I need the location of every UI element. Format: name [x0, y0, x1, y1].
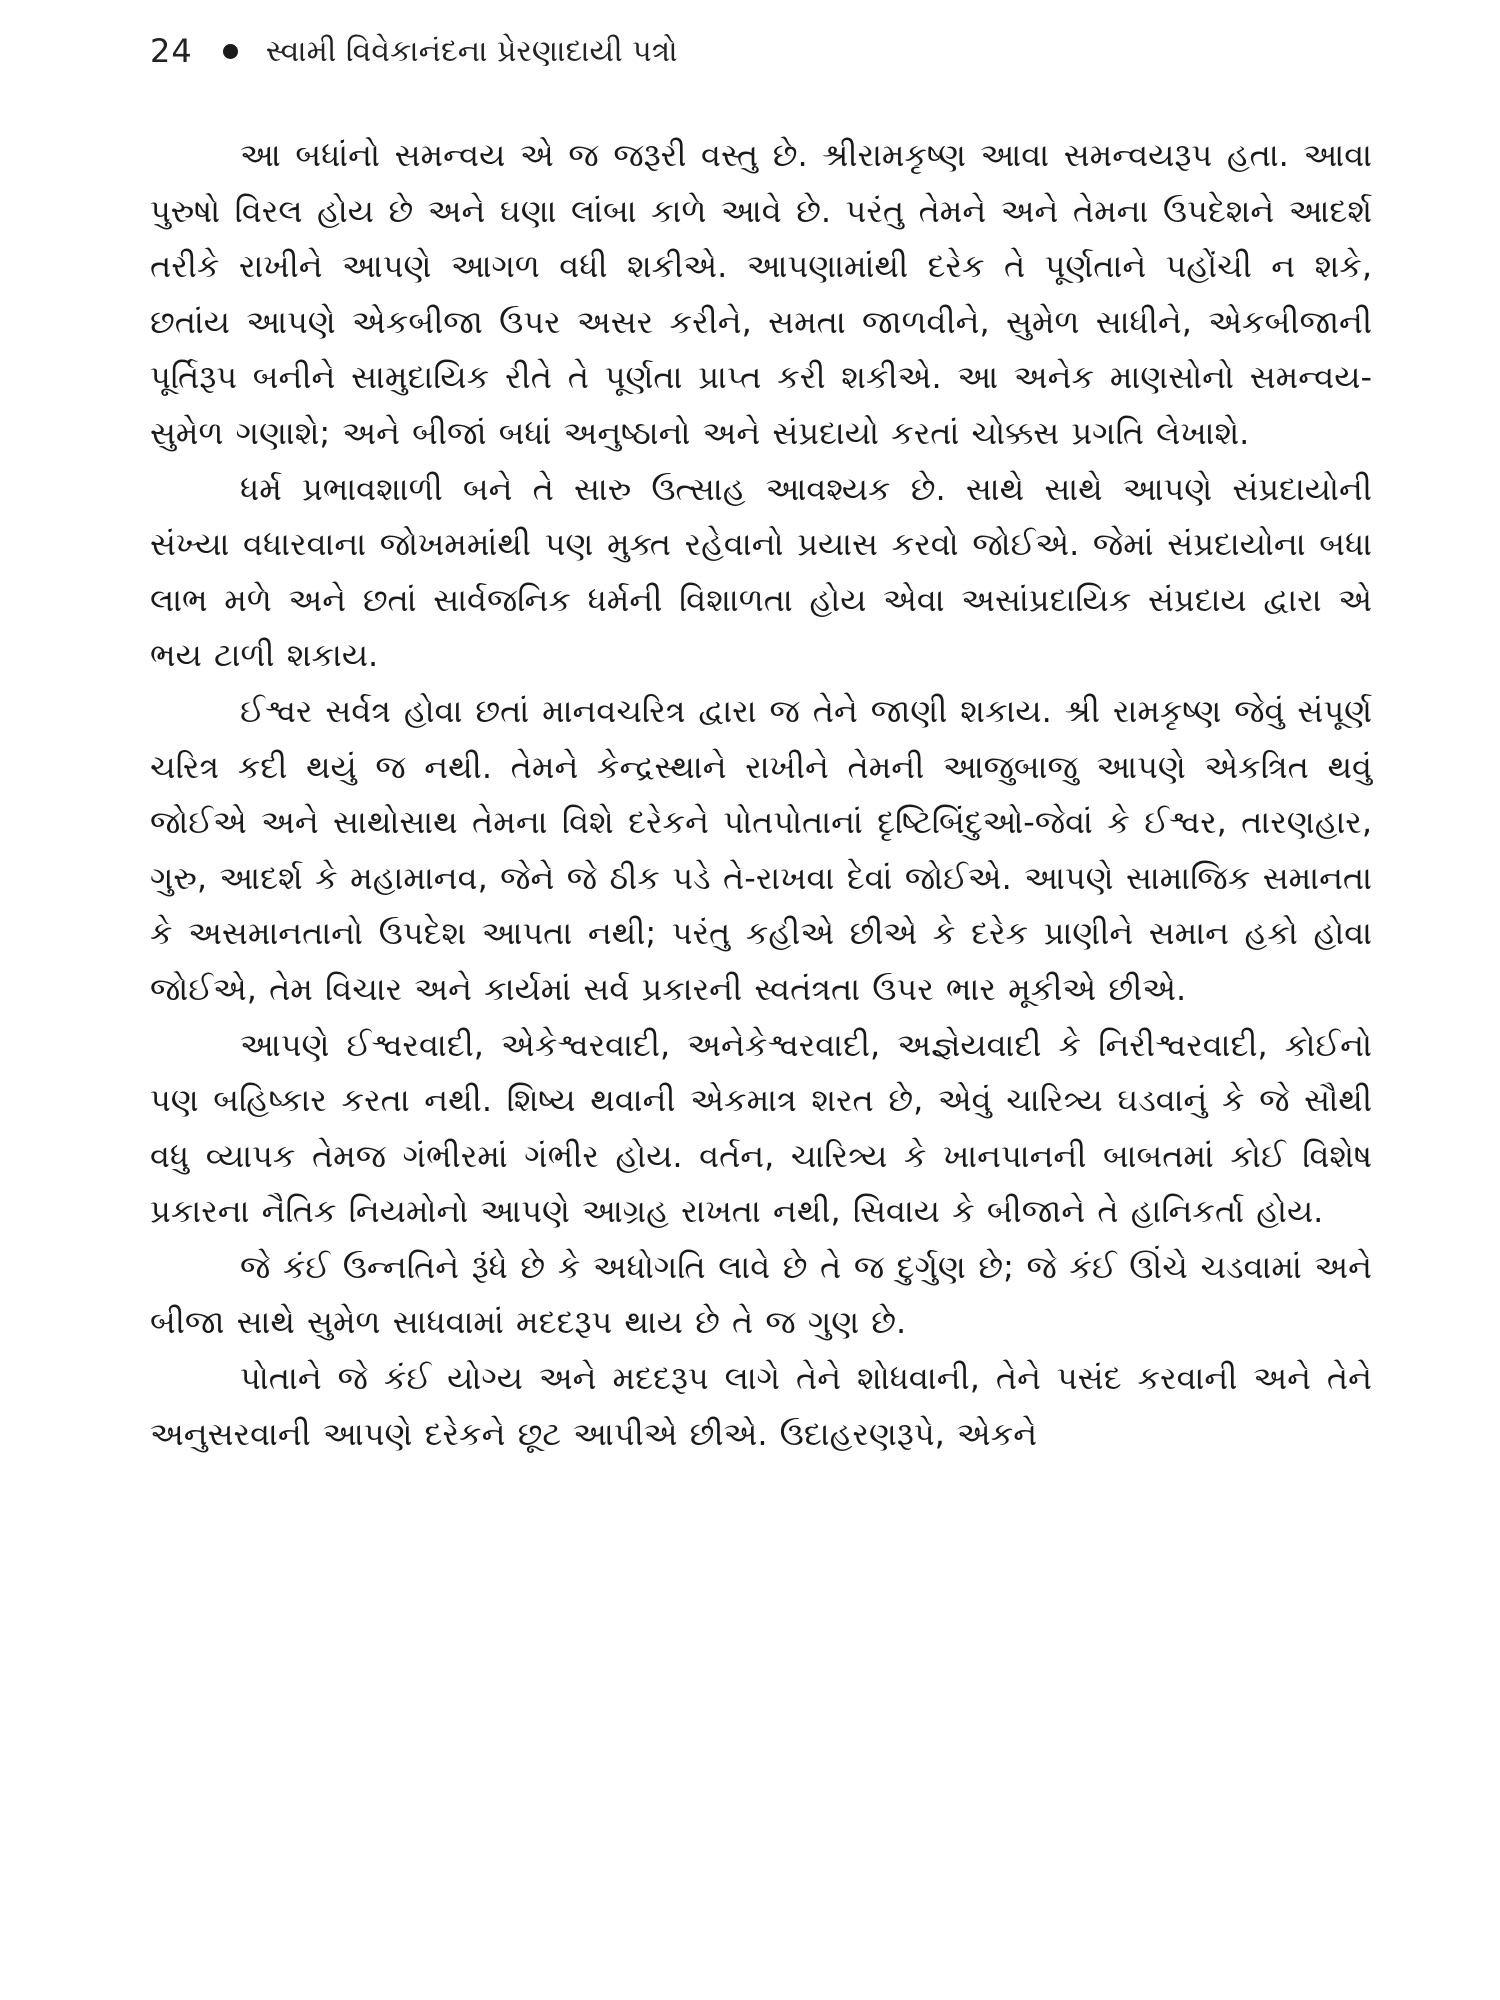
paragraph-5: જે કંઈ ઉન્નતિને રૂંધે છે કે અધોગતિ લાવે છે તે જ દુર્ગુણ છે; જે કંઈ ઊંચે ચડવામાં અને બીજા સાથે સુમેળ સાધવામાં મદદરૂપ થાય છે તે જ ગુણ છે. [150, 1247, 1372, 1342]
paragraph-4: આપણે ઈશ્વરવાદી, એકેશ્વરવાદી, અનેકેશ્વરવાદી, અજ્ઞેયવાદી કે નિરીશ્વરવાદી, કોઈનો પણ બહિષ્કાર કરતા નથી. શિષ્ય થવાની એકમાત્ર શરત છે, એવું ચારિત્ર્ય ઘડવાનું કે જે સૌથી વધુ વ્યાપક તેમજ ગંભીરમાં ગંભીર હોય. વર્તન, ચારિત્ર્ય કે ખાનપાનની બાબતમાં કોઈ વિશેષ પ્રકારના નૈતિક નિયમોનો આપણે આગ્રહ રાખતા નથી, સિવાય કે બીજાને તે હાનિકર્તા હોય. [150, 1025, 1372, 1231]
paragraph-2: ધર્મ પ્રભાવશાળી બને તે સારુ ઉત્સાહ આવશ્યક છે. સાથે સાથે આપણે સંપ્રદાયોની સંખ્યા વધારવાના જોખમમાંથી પણ મુક્ત રહેવાનો પ્રયાસ કરવો જોઈએ. જેમાં સંપ્રદાયોના બધા લાભ મળે અને છતાં સાર્વજનિક ધર્મની વિશાળતા હોય એવા અસાંપ્રદાયિક સંપ્રદાય દ્વારા એ ભય ટાળી શકાય. [150, 469, 1372, 675]
body-text [150, 128, 1372, 1462]
page-number: 24 [150, 32, 193, 70]
book-title: સ્વામી વિવેકાનંદના પ્રેરણાદાયી પત્રો [265, 33, 678, 69]
paragraph-6: પોતાને જે કંઈ યોગ્ય અને મદદરૂપ લાગે તેને શોધવાની, તેને પસંદ કરવાની અને તેને અનુસરવાની આપણે દરેકને છૂટ આપીએ છીએ. ઉદાહરણરૂપે, એકને [150, 1359, 1372, 1453]
bullet-separator [223, 44, 238, 59]
running-header [150, 26, 678, 76]
paragraph-1: આ બધાંનો સમન્વય એ જ જરૂરી વસ્તુ છે. શ્રીરામકૃષ્ણ આવા સમન્વયરૂપ હતા. આવા પુરુષો વિરલ હોય છે અને ઘણા લાંબા કાળે આવે છે. પરંતુ તેમને અને તેમના ઉપદેશને આદર્શ તરીકે રાખીને આપણે આગળ વધી શકીએ. આપણામાંથી દરેક તે પૂર્ણતાને પહોંચી ન શકે, છતાંય આપણે એકબીજા ઉપર અસર કરીને, સમતા જાળવીને, સુમેળ સાધીને, એકબીજાની પૂર્તિરૂપ બનીને સામુદાયિક રીતે તે પૂર્ણતા પ્રાપ્ત કરી શકીએ. આ અનેક માણસોનો સમન્વય-સુમેળ ગણાશે; અને બીજાં બધાં અનુષ્ઠાનો અને સંપ્રદાયો કરતાં ચોક્કસ પ્રગતિ લેખાશે. [150, 136, 1372, 452]
paragraph-3: ઈશ્વર સર્વત્ર હોવા છતાં માનવચરિત્ર દ્વારા જ તેને જાણી શકાય. શ્રી રામકૃષ્ણ જેવું સંપૂર્ણ ચરિત્ર કદી થયું જ નથી. તેમને કેન્દ્રસ્થાને રાખીને તેમની આજુબાજુ આપણે એકત્રિત થવું જોઈએ અને સાથોસાથ તેમના વિશે દરેકને પોતપોતાનાં દૃષ્ટિબિંદુઓ-જેવાં કે ઈશ્વર, તારણહાર, ગુરુ, આદર્શ કે મહામાનવ, જેને જે ઠીક પડે તે-રાખવા દેવાં જોઈએ. આપણે સામાજિક સમાનતા કે અસમાનતાનો ઉપદેશ આપતા નથી; પરંતુ કહીએ છીએ કે દરેક પ્રાણીને સમાન હકો હોવા જોઈએ, તેમ વિચાર અને કાર્યમાં સર્વ પ્રકારની સ્વતંત્રતા ઉપર ભાર મૂકીએ છીએ. [150, 691, 1372, 1008]
